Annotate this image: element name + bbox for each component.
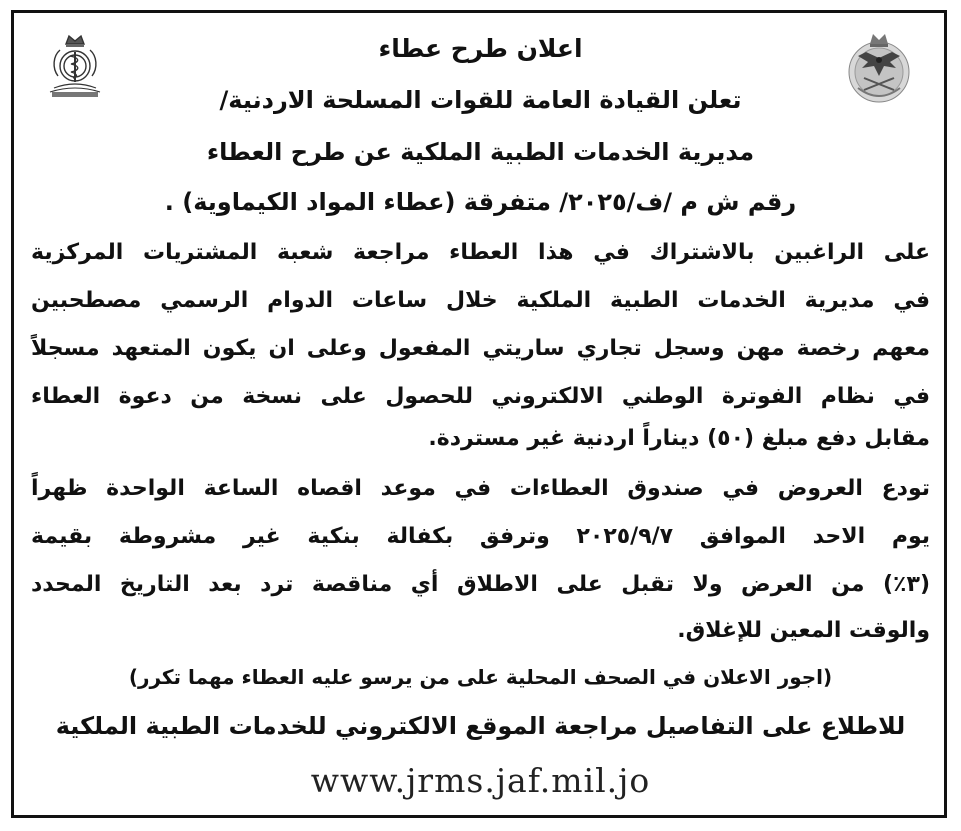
ad-cost-note: (اجور الاعلان في الصحف المحلية على من يرسو عليه العطاء مهما تكرر) bbox=[128, 665, 833, 689]
paragraph-1-line: معهم رخصة مهن وسجل تجاري ساريتي المفعول وعلى ان يكون المتعهد مسجلاً bbox=[31, 336, 930, 361]
ad-title: اعلان طرح عطاء bbox=[378, 34, 583, 63]
header-line-1: تعلن القيادة العامة للقوات المسلحة الاردنية/ bbox=[219, 86, 742, 114]
details-line: للاطلاع على التفاصيل مراجعة الموقع الالكتروني للخدمات الطبية الملكية bbox=[55, 712, 906, 740]
website-url[interactable]: www.jrms.jaf.mil.jo bbox=[310, 761, 651, 800]
paragraph-1-line: على الراغبين بالاشتراك في هذا العطاء مراجعة شعبة المشتريات المركزية bbox=[31, 240, 930, 265]
advertisement-frame bbox=[11, 10, 947, 818]
paragraph-2-line: يوم الاحد الموافق ٢٠٢٥/٩/٧ وترفق بكفالة بنكية غير مشروطة بقيمة bbox=[31, 524, 930, 549]
header-line-2: مديرية الخدمات الطبية الملكية عن طرح العطاء bbox=[206, 138, 755, 166]
paragraph-2-line: تودع العروض في صندوق العطاءات في موعد اقصاه الساعة الواحدة ظهراً bbox=[31, 476, 930, 501]
paragraph-1-line: في نظام الفوترة الوطني الالكتروني للحصول على نسخة من دعوة العطاء bbox=[31, 384, 930, 409]
paragraph-2-line: والوقت المعين للإغلاق. bbox=[677, 618, 930, 643]
paragraph-1-line: في مديرية الخدمات الطبية الملكية خلال ساعات الدوام الرسمي مصطحبين bbox=[31, 288, 930, 313]
paragraph-2-line: (٣٪) من العرض ولا تقبل على الاطلاق أي مناقصة ترد بعد التاريخ المحدد bbox=[31, 572, 930, 597]
tender-number: رقم ش م /ف/٢٠٢٥/ متفرقة (عطاء المواد الكيماوية) . bbox=[164, 188, 797, 216]
paragraph-1-line: مقابل دفع مبلغ (٥٠) ديناراً اردنية غير مستردة. bbox=[428, 426, 930, 451]
